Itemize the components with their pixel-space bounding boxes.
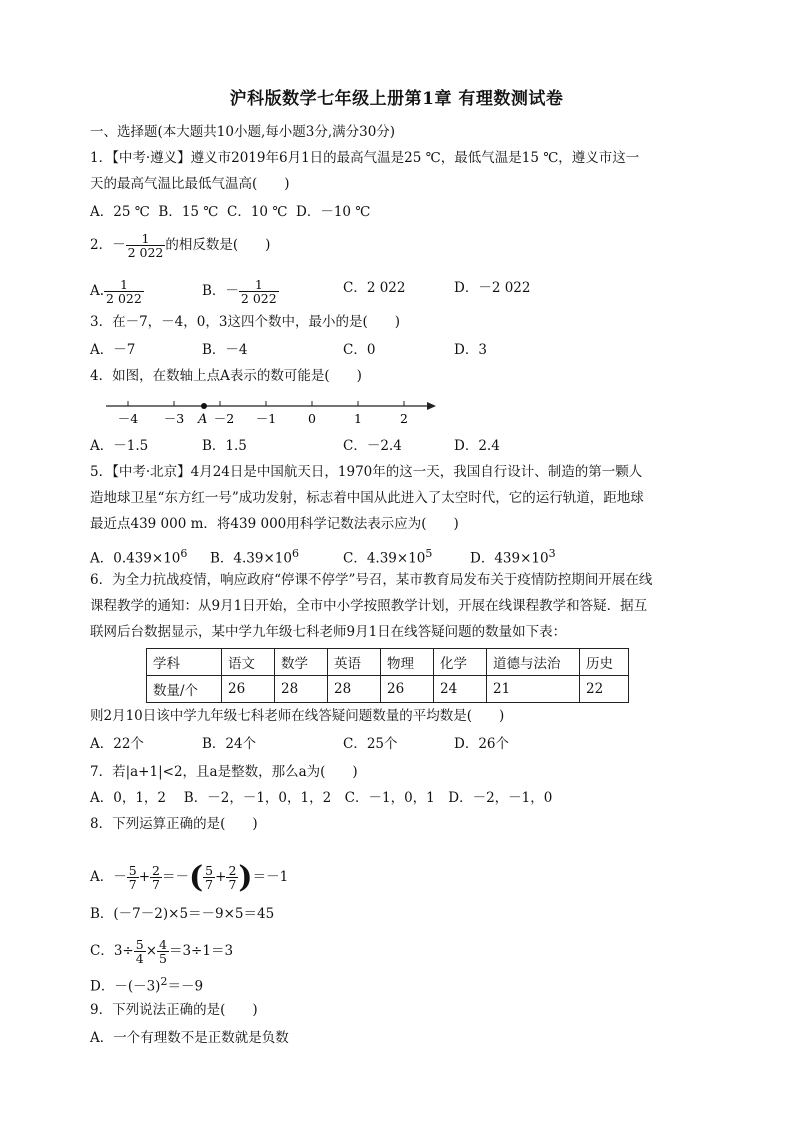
frac-den: 7 (205, 877, 214, 892)
q2-a-den: 2 022 (106, 291, 142, 306)
q8-c-result: ＝3÷1＝3 (168, 943, 234, 959)
q7-options: A．0，1，2 B．－2，－1，0，1，2 C．－1，0，1 D．－2，－1，0 (90, 790, 553, 806)
q1-stem-line2: 天的最高气温比最低气温高( ) (90, 176, 290, 192)
q2-frac-den: 2 022 (127, 245, 164, 260)
q2-a-num: 1 (104, 278, 144, 292)
page-title: 沪科版数学七年级上册第1章 有理数测试卷 (229, 89, 564, 109)
q5-stem-line1: 5．【中考·北京】4月24日是中国航天日，1970年的这一天，我国自行设计、制造的第一颗人 (90, 464, 643, 480)
table-cell: 26 (222, 676, 275, 703)
table-cell: 道德与法治 (487, 649, 580, 676)
q8-a-frac2 (150, 864, 162, 891)
q8-a-frac3 (203, 864, 215, 891)
q2-fraction (126, 232, 166, 259)
q2-prefix: 2．－ (90, 237, 126, 253)
q5-c-base: C．4.39×10 (343, 550, 426, 567)
q5-option-a (90, 544, 187, 569)
frac-num: 2 (152, 863, 160, 878)
q9-option-a: A．一个有理数不是正数就是负数 (90, 1030, 289, 1046)
frac-num: 5 (128, 863, 137, 878)
q1-option-c: C．10 ℃ (227, 204, 288, 220)
q8-option-c (90, 938, 233, 965)
left-paren: ( (188, 859, 204, 895)
table-row (147, 676, 629, 703)
q8-option-b: B．(－7－2)×5＝－9×5＝45 (90, 906, 275, 922)
q8-option-d (90, 972, 203, 997)
tick-label: －1 (255, 411, 277, 426)
table-cell: 历史 (580, 649, 629, 676)
plus-sign: + (215, 869, 227, 885)
table-cell: 28 (328, 676, 381, 703)
plus-sign: + (138, 869, 151, 885)
q5-b-exp: 6 (291, 547, 299, 560)
q2-b-num: 1 (239, 278, 279, 292)
frac-den: 5 (159, 951, 167, 966)
q8-option-a (90, 859, 289, 895)
q6-data-table (146, 648, 629, 703)
q6-stem-line4: 则2月10日该中学九年级七科老师在线答疑问题数量的平均数是( ) (90, 708, 505, 724)
q2-option-a (90, 278, 144, 305)
q2-option-c: C．2 022 (343, 280, 406, 296)
q8-a-label: A．－ (90, 869, 127, 885)
frac-num: 4 (159, 937, 167, 952)
q6-option-a: A．22个 (90, 736, 144, 752)
q8-a-frac4 (226, 864, 238, 891)
q2-option-d: D．－2 022 (454, 280, 531, 296)
q2-b-den: 2 022 (240, 291, 277, 306)
tick-label: 1 (354, 411, 362, 426)
right-paren: ) (238, 859, 253, 895)
number-line-arrow (427, 402, 436, 410)
q5-d-exp: 3 (548, 547, 556, 560)
q4-option-b: B．1.5 (202, 438, 247, 454)
q5-a-exp: 6 (180, 547, 188, 560)
table-cell: 语文 (222, 649, 275, 676)
frac-num: 5 (135, 937, 144, 952)
table-cell: 化学 (434, 649, 487, 676)
q8-d-exp: 2 (160, 975, 168, 988)
q3-option-d: D．3 (454, 342, 487, 358)
tick-label: －2 (213, 411, 235, 426)
q8-c-frac2 (157, 938, 169, 965)
q8-d-result: ＝－9 (167, 978, 204, 995)
q2-b-frac (239, 278, 279, 305)
frac-den: 4 (135, 951, 144, 966)
frac-den: 7 (228, 877, 237, 892)
q5-stem-line3: 最近点439 000 m．将439 000用科学记数法表示应为( ) (90, 516, 459, 532)
tick-label: －3 (163, 411, 185, 426)
q1-stem-line1: 1．【中考·遵义】遵义市2019年6月1日的最高气温是25 ℃，最低气温是15 ℃，遵义市这一 (90, 150, 640, 166)
table-cell: 学科 (147, 649, 222, 676)
q1-option-d: D．－10 ℃ (296, 204, 371, 220)
table-row (147, 649, 629, 676)
q1-options (90, 202, 370, 222)
q8-c-frac1 (134, 938, 146, 965)
number-line-ticks (118, 401, 408, 426)
table-cell: 22 (580, 676, 629, 703)
q4-stem: 4．如图，在数轴上点A表示的数可能是( ) (90, 368, 362, 384)
q2-frac-num: 1 (126, 232, 166, 246)
table-cell: 数学 (275, 649, 328, 676)
tick-label: 2 (400, 411, 408, 426)
q2-stem (90, 232, 270, 259)
q2-option-b (202, 278, 279, 305)
q5-c-exp: 5 (425, 547, 433, 560)
q8-d-base: D．－(－3) (90, 978, 161, 995)
q8-a-frac1 (127, 864, 139, 891)
q4-option-a: A．－1.5 (90, 438, 149, 454)
point-a-label: A (198, 412, 208, 427)
table-cell: 26 (381, 676, 434, 703)
times-sign: × (145, 943, 157, 959)
q2-b-label: B．－ (202, 283, 239, 299)
q4-option-d: D．2.4 (454, 438, 500, 454)
q2-a-frac (104, 278, 144, 305)
q9-stem: 9．下列说法正确的是( ) (90, 1002, 258, 1018)
equals-minus: ＝－ (161, 869, 189, 885)
q6-option-d: D．26个 (454, 736, 510, 752)
table-cell: 物理 (381, 649, 434, 676)
frac-den: 7 (128, 877, 137, 892)
q3-option-b: B．－4 (202, 342, 248, 358)
q5-stem-line2: 造地球卫星“东方红一号”成功发射，标志着中国从此进入了太空时代，它的运行轨道，距地球 (90, 490, 644, 506)
q5-d-base: D．439×10 (470, 550, 549, 567)
q1-option-a: A．25 ℃ (90, 204, 150, 220)
q2-suffix: 的相反数是( ) (165, 237, 271, 253)
q4-option-c: C．－2.4 (343, 438, 402, 454)
q3-option-a: A．－7 (90, 342, 136, 358)
frac-num: 2 (228, 863, 237, 878)
table-cell: 24 (434, 676, 487, 703)
tick-label: 0 (308, 411, 316, 426)
q6-stem-line1: 6．为全力抗战疫情，响应政府“停课不停学”号召，某市教育局发布关于疫情防控期间开展在线 (90, 572, 653, 588)
q8-stem: 8．下列运算正确的是( ) (90, 816, 258, 832)
tick-label: －4 (117, 411, 139, 426)
q6-option-b: B．24个 (202, 736, 257, 752)
q5-option-c (343, 544, 432, 569)
section-heading: 一、选择题(本大题共10小题,每小题3分,满分30分) (90, 124, 396, 140)
q6-option-c: C．25个 (343, 736, 398, 752)
table-cell: 21 (487, 676, 580, 703)
q8-a-result: ＝－1 (252, 869, 289, 885)
number-line (100, 394, 445, 430)
point-a-marker (201, 403, 207, 409)
q7-stem: 7．若|a+1|<2，且a是整数，那么a为( ) (90, 764, 358, 780)
table-cell: 28 (275, 676, 328, 703)
q1-option-b: B．15 ℃ (158, 204, 219, 220)
q5-a-base: A．0.439×10 (90, 550, 181, 567)
table-cell: 数量/个 (147, 676, 222, 703)
q6-stem-line2: 课程教学的通知：从9月1日开始，全市中小学按照教学计划，开展在线课程教学和答疑．据互 (90, 598, 648, 614)
q2-a-label: A. (90, 283, 105, 299)
frac-den: 7 (152, 877, 160, 892)
table-cell: 英语 (328, 649, 381, 676)
q5-b-base: B．4.39×10 (210, 550, 292, 567)
q5-option-b (210, 544, 299, 569)
frac-num: 5 (205, 863, 214, 878)
q8-c-label: C．3÷ (90, 943, 134, 959)
q6-stem-line3: 联网后台数据显示，某中学九年级七科老师9月1日在线答疑问题的数量如下表： (90, 624, 567, 640)
q5-option-d (470, 544, 556, 569)
q3-stem: 3．在－7，－4，0，3这四个数中，最小的是( ) (90, 314, 400, 330)
q3-option-c: C．0 (343, 342, 376, 358)
